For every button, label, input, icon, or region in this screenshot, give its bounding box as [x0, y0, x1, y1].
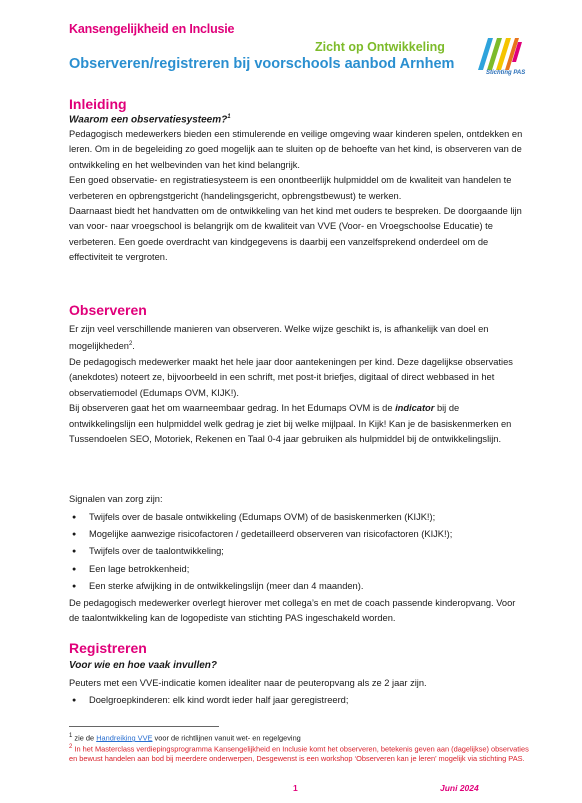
header-topline: Kansengelijkheid en Inclusie — [69, 22, 235, 36]
inleiding-body — [69, 127, 525, 266]
subheading-waarom: Waarom een observatiesysteem?$^1$ — [69, 114, 231, 126]
logo-text: Stichting PAS — [486, 70, 526, 76]
paragraph: De pedagogisch medewerker maakt het hele jaar door aantekeningen per kind. Deze dagelijkse observaties (anekdotes) noteert ze, bijvoorbeeld in een schrift, met post-it briefjes, digitaal of direct webbased in het observatiemodel (Edumaps OVM, KIJK!). — [69, 356, 513, 398]
list-item: ● Mogelijke aanwezige risicofactoren / gedetailleerd observeren van risicofactoren (KIJK!); — [69, 526, 529, 543]
section-heading-registreren: Registreren — [69, 640, 147, 656]
paragraph: Daarnaast biedt het handvatten om de ontwikkeling van het kind met ouders te bespreken. De doorgaande lijn van voor- naar vroegschool is belangrijk om de kwaliteit van VVE (Voor- en Vroegschoolse Educatie) te verbeteren. Een goede overdracht van kindgegevens is daarbij een vanzelfsprekend onderdeel om de effectiviteit te vergroten. — [69, 206, 522, 263]
footnote-2: $^2$ In het Masterclass verdiepingsprogramma Kansengelijkheid en Inclusie komt het observeren, betekenis geven aan (dagelijkse) observaties en bewust handelen aan bod bij meerdere onderwerpen, Desgewenst is een workshop ‘Observeren kan je leren’ mogelijk via stichting PAS. — [69, 744, 529, 764]
list-item: ● Een lage betrokkenheid; — [69, 561, 529, 578]
paragraph: Bij observeren gaat het om waarneembaar gedrag. In het Edumaps OVM is de indicator bij de ontwikkelingslijn een hulpmiddel welk gedrag je ziet bij welke mijlpaal. In Kijk! Kan je de basiskenmerken en Tussendoelen SEO, Motoriek, Rekenen en Taal 0-4 jaar gebruiken als hulpmiddel bij de ontwikkelingslijn. — [69, 403, 512, 444]
subheading-voor-wie: Voor wie en hoe vaak invullen? — [69, 660, 218, 671]
observeren-closing: De pedagogisch medewerker overlegt hierover met collega’s en met de coach passende kinderopvang. Voor de taalontwikkeling kan de logopediste van stichting PAS ingeschakeld worden. — [69, 598, 516, 624]
list-item: ● Twijfels over de taalontwikkeling; — [69, 543, 529, 560]
emphasis-indicator: indicator — [395, 403, 435, 414]
list-item: ● Twijfels over de basale ontwikkeling (Edumaps OVM) of de basiskenmerken (KIJK!); — [69, 509, 529, 526]
signals-list — [69, 509, 529, 595]
header-subtitle: Zicht op Ontwikkeling — [315, 40, 445, 54]
footnote-divider — [69, 726, 219, 727]
section-heading-observeren: Observeren — [69, 302, 147, 318]
registreren-list — [69, 692, 529, 709]
observeren-body — [69, 322, 525, 447]
section-heading-inleiding: Inleiding — [69, 96, 127, 112]
registreren-body: Peuters met een VVE-indicatie komen idealiter naar de peuteropvang als ze 2 jaar zijn. — [69, 678, 427, 688]
footnote-ref-2: 2 — [128, 341, 133, 348]
signals-label: Signalen van zorg zijn: — [69, 494, 163, 504]
footnote-ref-1: 1 — [227, 114, 231, 120]
paragraph: Een goed observatie- en registratiesysteem is een onontbeerlijk hulpmiddel om de kwaliteit van handelen te verbeteren en opbrengstgericht (handelingsgericht, opbrengstbewust) te werken. — [69, 175, 512, 201]
page-date: Juni 2024 — [440, 783, 479, 793]
paragraph: Pedagogisch medewerkers bieden een stimulerende en veilige omgeving waar kinderen spelen, ontdekken en leren. Om in de begeleiding zo goed mogelijk aan te sluiten op de behoefte van het kind, is observeren van de ontwikkeling en het welbevinden van het kind belangrijk. — [69, 129, 523, 170]
page-title: Observeren/registreren bij voorschools aanbod Arnhem — [69, 56, 455, 72]
list-item: ● Een sterke afwijking in de ontwikkelingslijn (meer dan 4 maanden). — [69, 578, 529, 595]
handreiking-vve-link[interactable]: Handreiking VVE — [96, 733, 153, 743]
paragraph: Er zijn veel verschillende manieren van observeren. Welke wijze geschikt is, is afhankelijk van doel en mogelijkheden$^2$. — [69, 324, 489, 352]
stichting-pas-logo — [474, 32, 524, 74]
footnote-1: $^1$ zie de Handreiking VVE voor de richtlijnen vanuit wet- en regelgeving — [69, 733, 301, 743]
list-item: ● Doelgroepkinderen: elk kind wordt ieder half jaar geregistreerd; — [69, 692, 529, 709]
page-number: 1 — [293, 783, 298, 793]
